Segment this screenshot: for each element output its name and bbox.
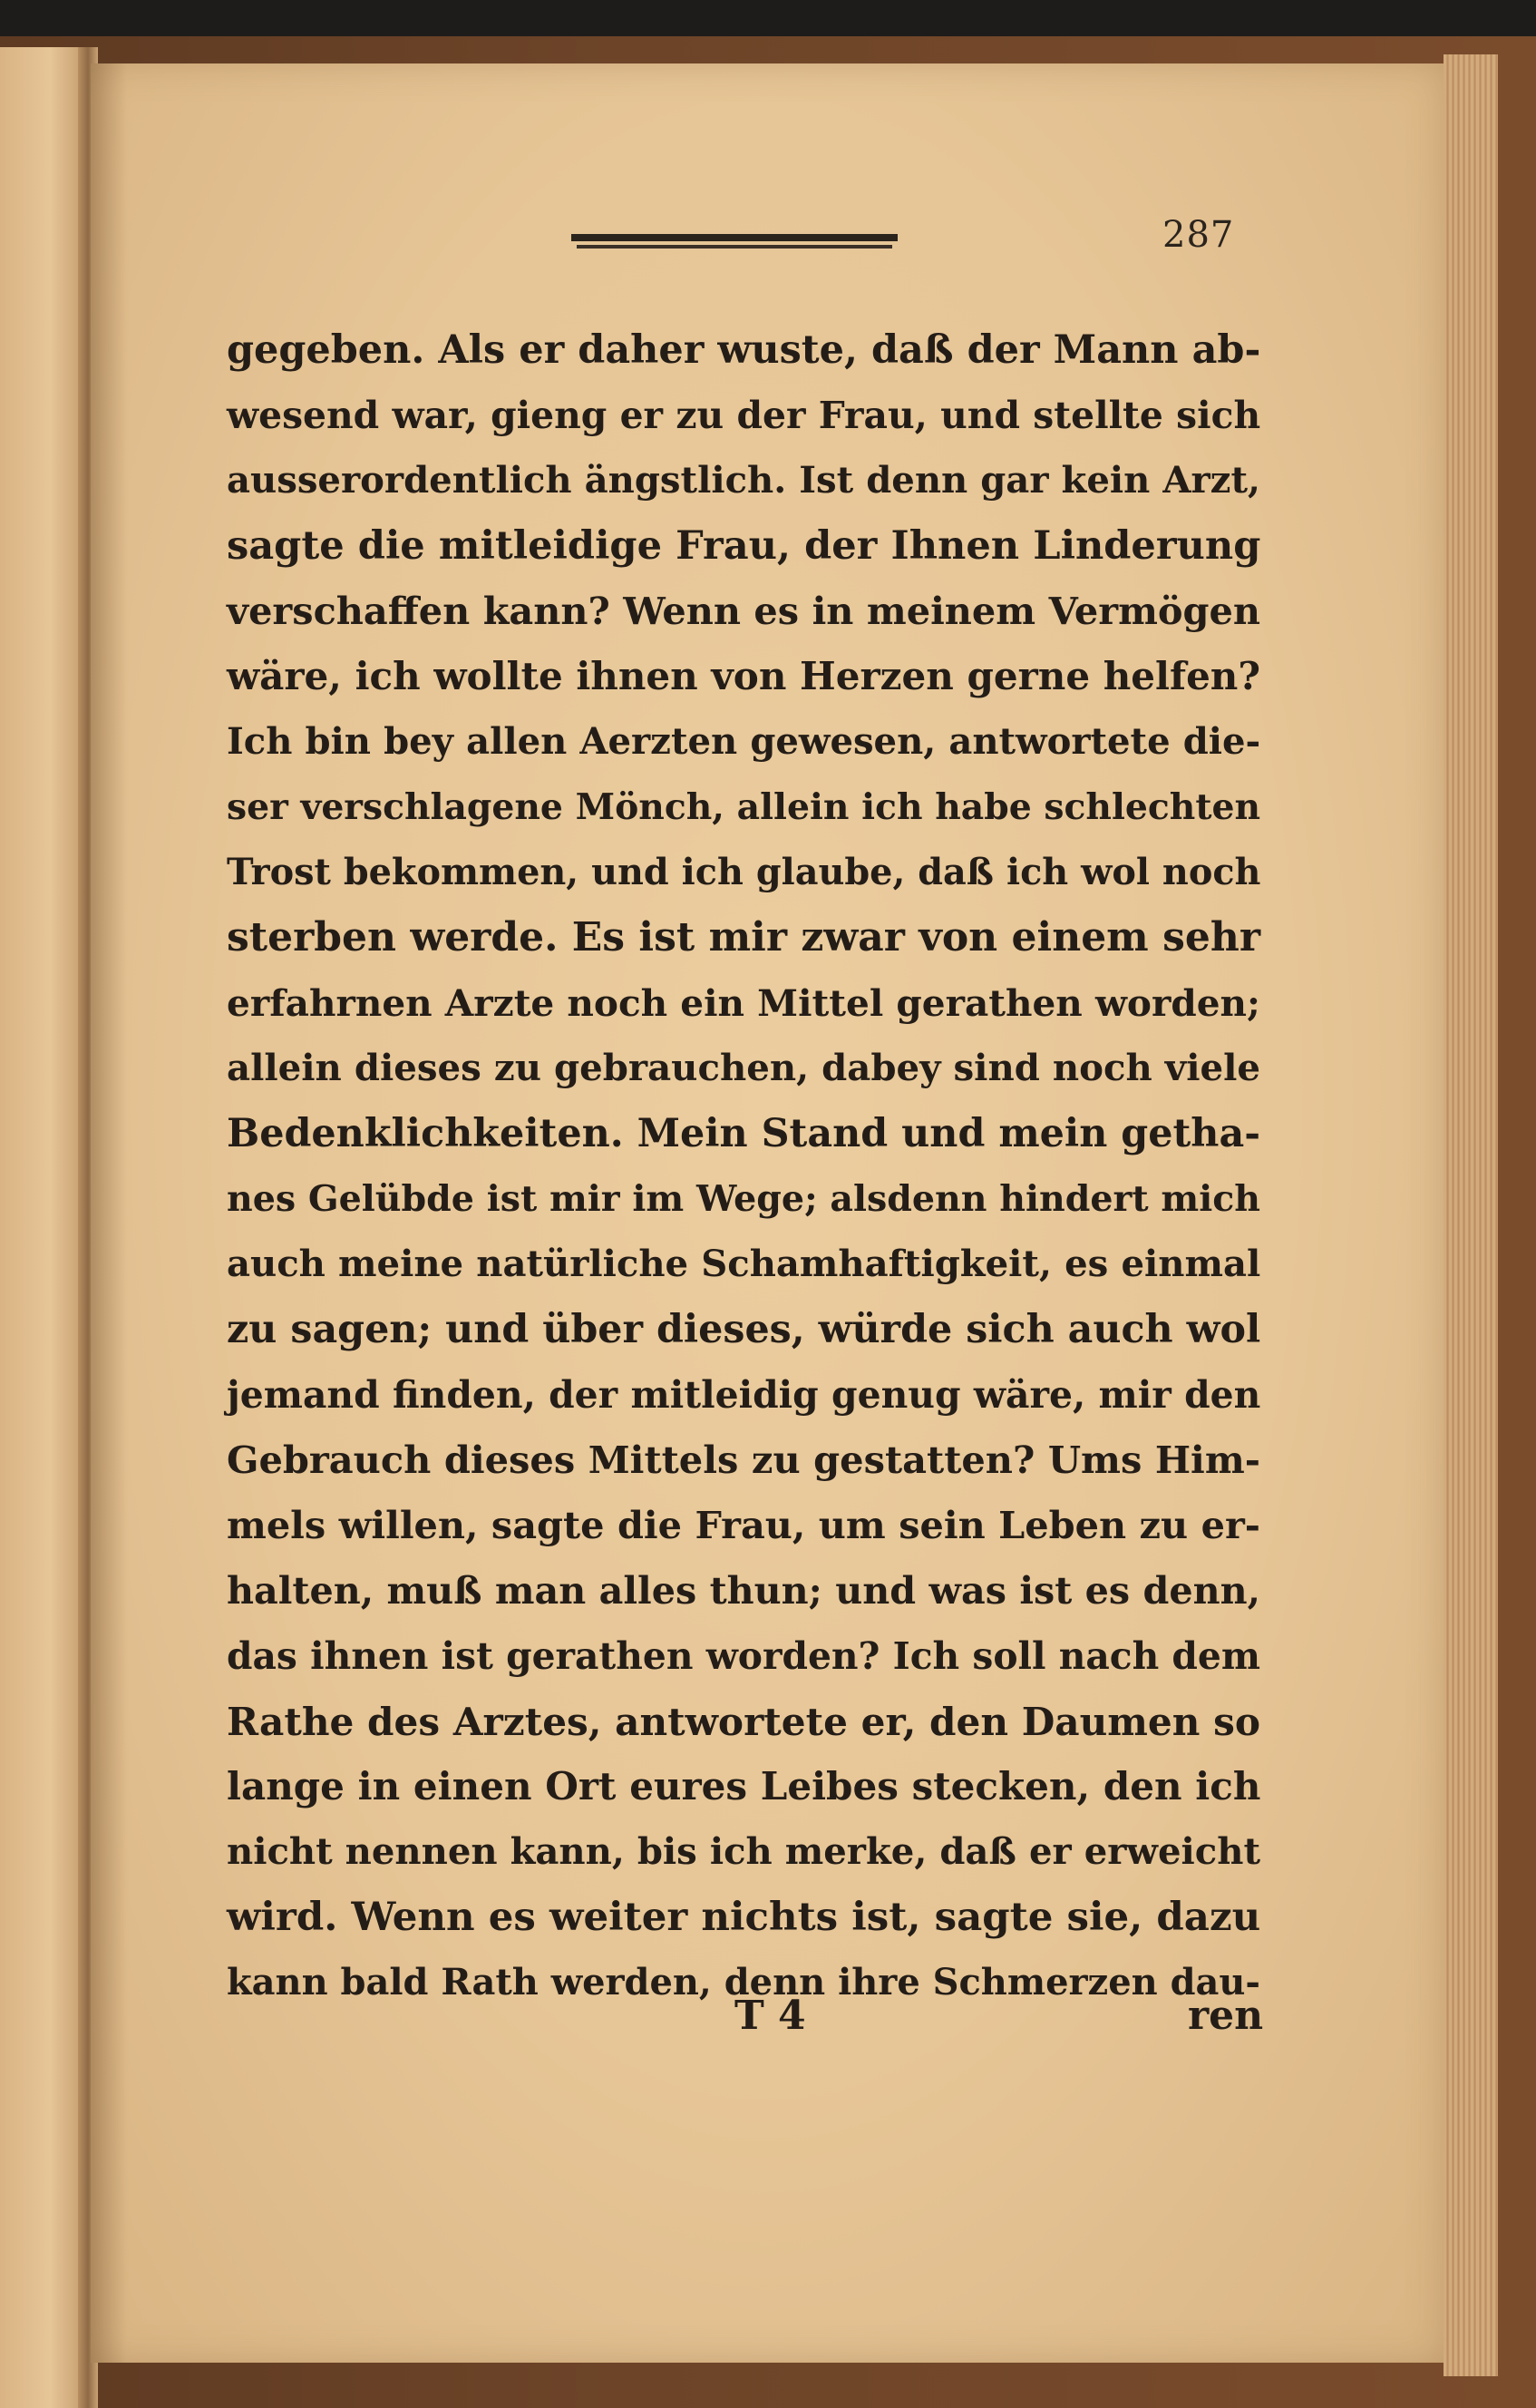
text-line: wäre, ich wollte ihnen von Herzen gerne helfen?: [227, 654, 1260, 698]
text-line: ausserordentlich ängstlich. Ist denn gar kein Arzt,: [227, 459, 1260, 502]
page-number: 287: [1162, 214, 1235, 256]
text-line: auch meine natürliche Schamhaftigkeit, es einmal: [227, 1243, 1261, 1285]
text-line: sterben werde. Es ist mir zwar von einem sehr: [227, 914, 1260, 960]
body-text: [227, 317, 1260, 2015]
text-line: halten, muß man alles thun; und was ist es denn,: [227, 1568, 1260, 1613]
text-line: zu sagen; und über dieses, würde sich auch wol: [227, 1307, 1261, 1352]
text-line: Bedenklichkeiten. Mein Stand und mein getha-: [227, 1111, 1260, 1156]
text-line: Rathe des Arztes, antwortete er, den Daumen so: [227, 1699, 1260, 1744]
catchword: ren: [1188, 1993, 1264, 2039]
text-line: das ihnen ist gerathen worden? Ich soll nach dem: [227, 1634, 1260, 1678]
text-line: Gebrauch dieses Mittels zu gestatten? Ums Him-: [227, 1438, 1260, 1482]
left-page-edge: [0, 47, 83, 2408]
text-line: lange in einen Ort eures Leibes stecken, den ich: [227, 1764, 1261, 1808]
signature-mark: T 4: [734, 1993, 806, 2039]
text-line: kann bald Rath werden, denn ihre Schmerzen dau-: [227, 1961, 1260, 2003]
text-line: nes Gelübde ist mir im Wege; alsdenn hindert mich: [227, 1178, 1260, 1220]
text-line: gegeben. Als er daher wuste, daß der Mann ab-: [227, 327, 1261, 373]
text-line: Ich bin bey allen Aerzten gewesen, antwortete die-: [227, 720, 1261, 763]
text-line: wird. Wenn es weiter nichts ist, sagte sie, dazu: [227, 1894, 1261, 1940]
text-line: ser verschlagene Mönch, allein ich habe schlechten: [227, 786, 1260, 828]
spine-shadow: [91, 63, 127, 2363]
text-line: Trost bekommen, und ich glaube, daß ich wol noch: [227, 852, 1261, 893]
text-line: sagte die mitleidige Frau, der Ihnen Linderung: [227, 523, 1261, 569]
text-line: nicht nennen kann, bis ich merke, daß er erweicht: [227, 1830, 1260, 1873]
text-line: allein dieses zu gebrauchen, dabey sind noch viele: [227, 1047, 1260, 1089]
text-line: jemand finden, der mitleidig genug wäre, mir den: [227, 1373, 1261, 1417]
text-line: erfahrnen Arzte noch ein Mittel gerathen worden;: [227, 981, 1260, 1025]
header-ornament-rule: [571, 234, 898, 254]
text-line: verschaffen kann? Wenn es in meinem Vermögen: [227, 589, 1260, 633]
text-line: wesend war, gieng er zu der Frau, und stellte sich: [227, 394, 1261, 437]
page-edges: [1444, 54, 1498, 2376]
text-line: mels willen, sagte die Frau, um sein Leben zu er-: [227, 1503, 1260, 1547]
